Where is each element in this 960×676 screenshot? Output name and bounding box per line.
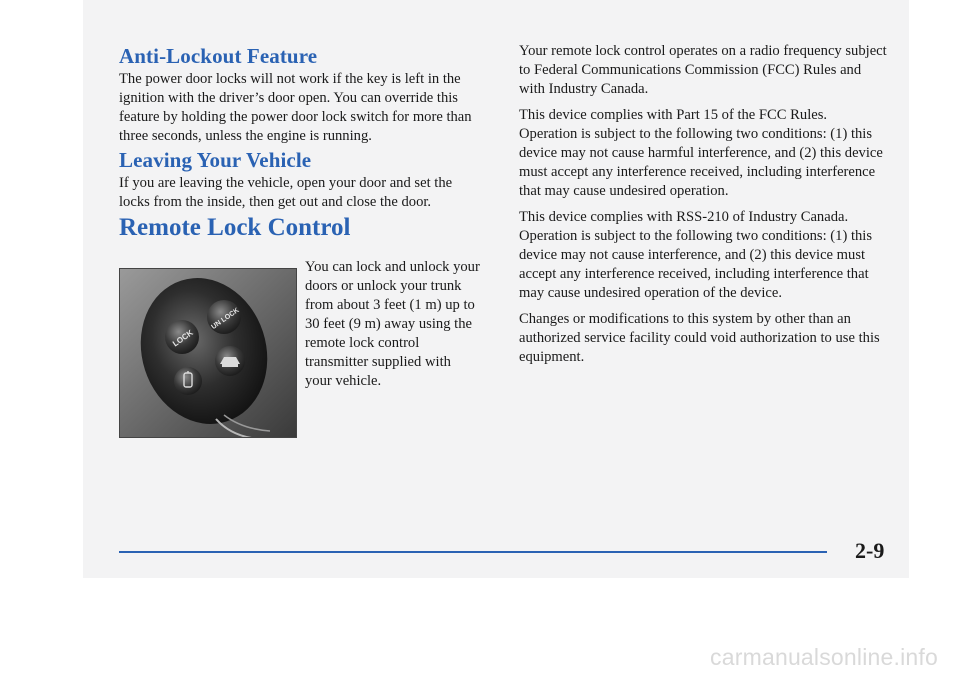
industry-canada-paragraph: This device complies with RSS-210 of Industry Canada. Operation is subject to the following two conditions: (1) this device may not cause interference, and (2) this device must accept any interference received, including interference that may cause undesired operation of the device.	[519, 209, 873, 301]
trunk-button-icon	[215, 346, 245, 376]
remote-lock-body: You can lock and unlock your doors or unlock your trunk from about 3 feet (1 m) up to 30 feet (9 m) away using the remote lock control transmitter supplied with your vehicle.	[305, 259, 480, 389]
left-column	[119, 42, 480, 448]
remote-lock-section	[119, 258, 480, 448]
watermark-text: carmanualsonline.info	[710, 644, 938, 670]
lock-button-label: LOCK	[170, 328, 195, 349]
panic-button-icon	[174, 367, 202, 395]
unlock-button-label: UN LOCK	[210, 307, 241, 332]
leaving-vehicle-body: If you are leaving the vehicle, open your door and set the locks from the inside, then get out and close the door.	[119, 175, 453, 210]
modifications-warning-paragraph: Changes or modifications to this system by other than an authorized service facility could void authorization to use this equipment.	[519, 311, 880, 365]
fcc-intro-paragraph: Your remote lock control operates on a radio frequency subject to Federal Communications Commission (FCC) Rules and with Industry Canada.	[519, 43, 887, 97]
anti-lockout-heading: Anti-Lockout Feature	[119, 44, 318, 68]
anti-lockout-body: The power door locks will not work if the key is left in the ignition with the driver’s door open. You can override this feature by holding the power door lock switch for more than three seconds, unless the engine is running.	[119, 71, 472, 144]
key-fob-illustration	[120, 269, 296, 437]
right-column	[519, 42, 889, 367]
fcc-compliance-paragraph: This device complies with Part 15 of the FCC Rules. Operation is subject to the following two conditions: (1) this device may not cause harmful interference, and (2) this device must accept any interference received, including interference that may cause undesired operation.	[519, 107, 883, 199]
page-number: 2-9	[855, 538, 885, 563]
footer-rule	[119, 551, 827, 553]
unlock-button-icon	[207, 300, 241, 334]
leaving-vehicle-heading: Leaving Your Vehicle	[119, 148, 312, 172]
key-fob-photo	[119, 268, 297, 438]
remote-lock-heading: Remote Lock Control	[119, 214, 351, 241]
lock-button-icon	[165, 320, 199, 354]
